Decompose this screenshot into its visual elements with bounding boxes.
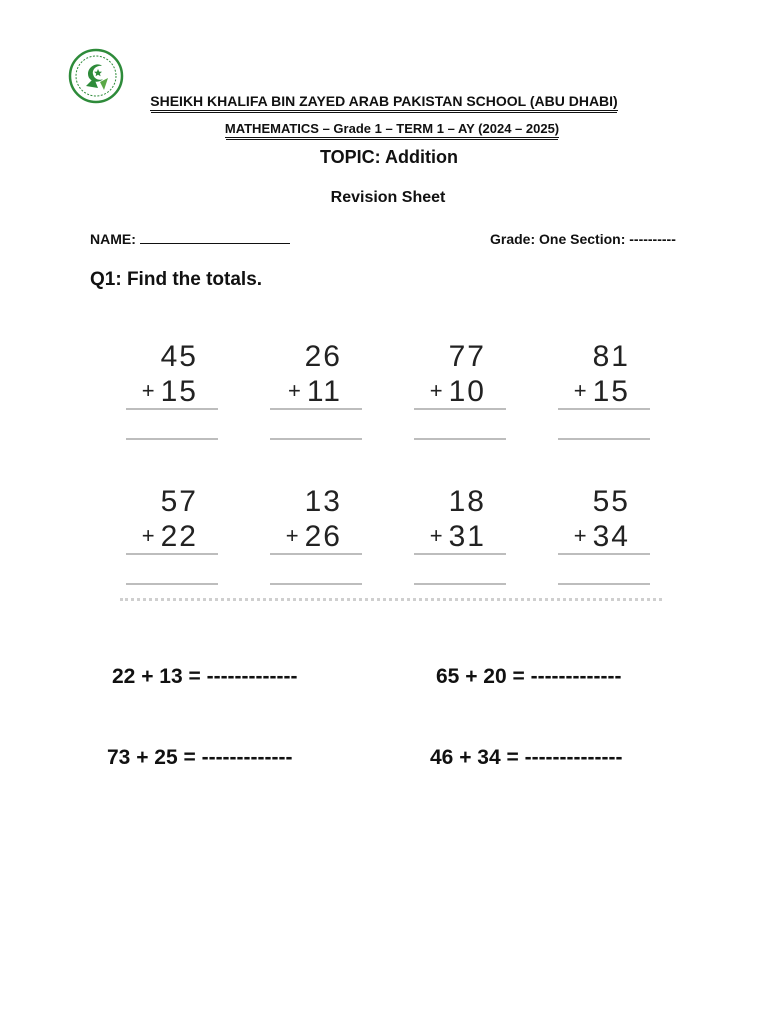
section-divider [120, 598, 662, 601]
answer-line[interactable] [126, 583, 218, 585]
plus-sign: + [141, 378, 157, 403]
addend-top: 26 [304, 340, 342, 373]
addend-top: 45 [160, 340, 198, 373]
plus-sign: + [429, 378, 445, 403]
addend-top: 81 [592, 340, 630, 373]
sum-line [126, 408, 218, 410]
plus-sign: + [141, 523, 157, 548]
answer-line[interactable] [270, 438, 362, 440]
addend-bottom: 15 [592, 375, 630, 408]
addend-bottom: 11 [306, 375, 342, 408]
addend-top: 13 [304, 485, 342, 518]
sum-line [270, 553, 362, 555]
addition-problem [256, 487, 366, 587]
addition-problem [544, 342, 654, 442]
sum-line [414, 553, 506, 555]
plus-sign: + [285, 523, 301, 548]
addition-problem [256, 342, 366, 442]
plus-sign: + [287, 378, 303, 403]
sum-line [414, 408, 506, 410]
equation-3: 73 + 25 = ------------- [107, 746, 293, 769]
addend-bottom: 34 [592, 520, 630, 553]
addend-bottom: 31 [448, 520, 486, 553]
name-label: NAME: [90, 231, 136, 247]
plus-sign: + [573, 523, 589, 548]
addition-problem [112, 342, 222, 442]
equation-4: 46 + 34 = -------------- [430, 746, 623, 769]
school-name: SHEIKH KHALIFA BIN ZAYED ARAB PAKISTAN SCHOOL (ABU DHABI) [150, 93, 618, 109]
addition-problem [112, 487, 222, 587]
addition-problem [400, 487, 510, 587]
sum-line [126, 553, 218, 555]
answer-line[interactable] [270, 583, 362, 585]
plus-sign: + [429, 523, 445, 548]
equation-2: 65 + 20 = ------------- [436, 665, 622, 688]
addend-top: 18 [448, 485, 486, 518]
equation-1: 22 + 13 = ------------- [112, 665, 298, 688]
grade-section-label: Grade: One Section: ---------- [490, 231, 676, 247]
sum-line [558, 553, 650, 555]
addend-bottom: 22 [160, 520, 198, 553]
addend-bottom: 15 [160, 375, 198, 408]
plus-sign: + [573, 378, 589, 403]
addend-top: 57 [160, 485, 198, 518]
name-blank-line[interactable] [140, 231, 290, 244]
answer-line[interactable] [558, 438, 650, 440]
question-heading: Q1: Find the totals. [90, 269, 263, 290]
sheet-title: Revision Sheet [330, 189, 446, 206]
subject-line: MATHEMATICS – Grade 1 – TERM 1 – AY (2024 – 2025) [224, 121, 560, 136]
topic-title: TOPIC: Addition [320, 147, 458, 167]
answer-line[interactable] [126, 438, 218, 440]
answer-line[interactable] [414, 438, 506, 440]
answer-line[interactable] [414, 583, 506, 585]
answer-line[interactable] [558, 583, 650, 585]
addend-bottom: 10 [448, 375, 486, 408]
addend-top: 77 [448, 340, 486, 373]
addend-top: 55 [592, 485, 630, 518]
addition-problem [544, 487, 654, 587]
addition-problem [400, 342, 510, 442]
name-field [90, 231, 290, 247]
addend-bottom: 26 [304, 520, 342, 553]
sum-line [558, 408, 650, 410]
sum-line [270, 408, 362, 410]
